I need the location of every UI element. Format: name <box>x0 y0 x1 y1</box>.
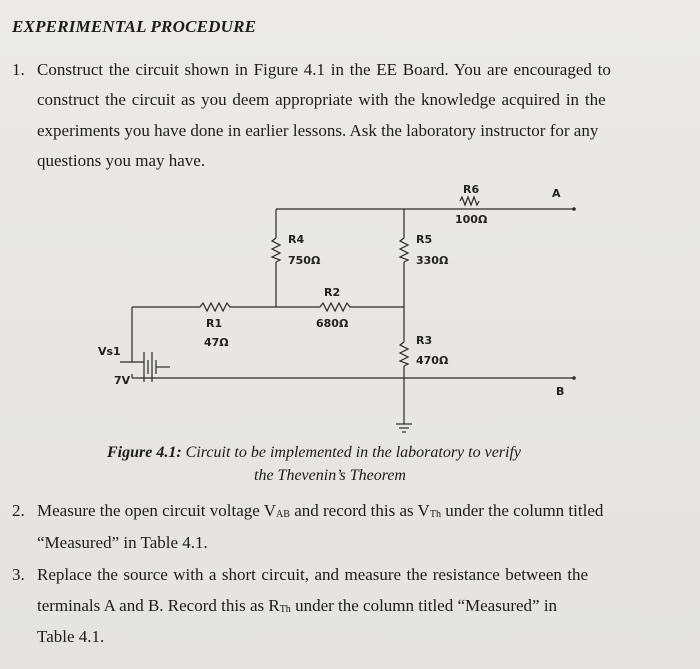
step-2-line-2: “Measured” in Table 4.1. <box>37 533 208 552</box>
r2-value: 680Ω <box>316 317 349 330</box>
r5-value: 330Ω <box>416 254 449 267</box>
section-heading: EXPERIMENTAL PROCEDURE <box>12 17 257 36</box>
r3-value: 470Ω <box>416 354 449 367</box>
r1-label: R1 <box>206 317 223 330</box>
resistor-r1-symbol <box>200 303 232 311</box>
figure-caption-line-1 <box>107 444 521 462</box>
circuit-wires <box>132 209 574 424</box>
vs1-label: Vs1 <box>98 345 121 358</box>
figure-caption-label: Figure 4.1: <box>107 444 182 461</box>
r4-label: R4 <box>288 233 305 246</box>
terminal-b-label: B <box>556 385 565 398</box>
figure-caption-text: Circuit to be implemented in the laboratory to verify <box>181 444 522 461</box>
figure-caption-line-2: the Thevenin’s Theorem <box>254 467 406 484</box>
resistor-r3-symbol <box>400 342 408 366</box>
r1-value: 47Ω <box>204 336 229 349</box>
step-3-line-2: terminals A and B. Record this as $R_{Th}$ under the column titled “Measured” in <box>37 596 558 615</box>
r6-value: 100Ω <box>455 213 488 226</box>
resistor-r4-symbol <box>272 238 280 262</box>
step-2-number: 2. <box>12 501 25 520</box>
r4-value: 750Ω <box>288 254 321 267</box>
step-3-line-3: Table 4.1. <box>37 627 105 646</box>
terminal-b-dot <box>572 376 576 380</box>
r6-label: R6 <box>463 183 480 196</box>
resistor-r5-symbol <box>400 238 408 262</box>
r2-label: R2 <box>324 286 341 299</box>
resistor-r2-symbol <box>320 303 352 311</box>
ground-symbol <box>396 424 412 432</box>
step-1-line-2: construct the circuit as you deem appropriate with the knowledge acquired in the <box>37 90 606 109</box>
step-3-line-1: Replace the source with a short circuit, and measure the resistance between the <box>37 565 589 584</box>
step-1-line-4: questions you may have. <box>37 151 206 170</box>
r3-label: R3 <box>416 334 433 347</box>
step-1-line-1: Construct the circuit shown in Figure 4.1 in the EE Board. You are encouraged to <box>37 60 611 79</box>
terminal-a-label: A <box>552 187 561 200</box>
terminal-a-dot <box>572 207 576 211</box>
step-2-line-1: Measure the open circuit voltage $V_{AB}$ and record this as $V_{Th}$ under the column titled <box>37 501 604 520</box>
step-1-number: 1. <box>12 60 25 79</box>
step-3-number: 3. <box>12 565 25 584</box>
r5-label: R5 <box>416 233 433 246</box>
vs1-value: 7V <box>114 374 131 387</box>
step-1-line-3: experiments you have done in earlier lessons. Ask the laboratory instructor for any <box>37 121 599 140</box>
resistor-r6-symbol <box>460 197 479 205</box>
